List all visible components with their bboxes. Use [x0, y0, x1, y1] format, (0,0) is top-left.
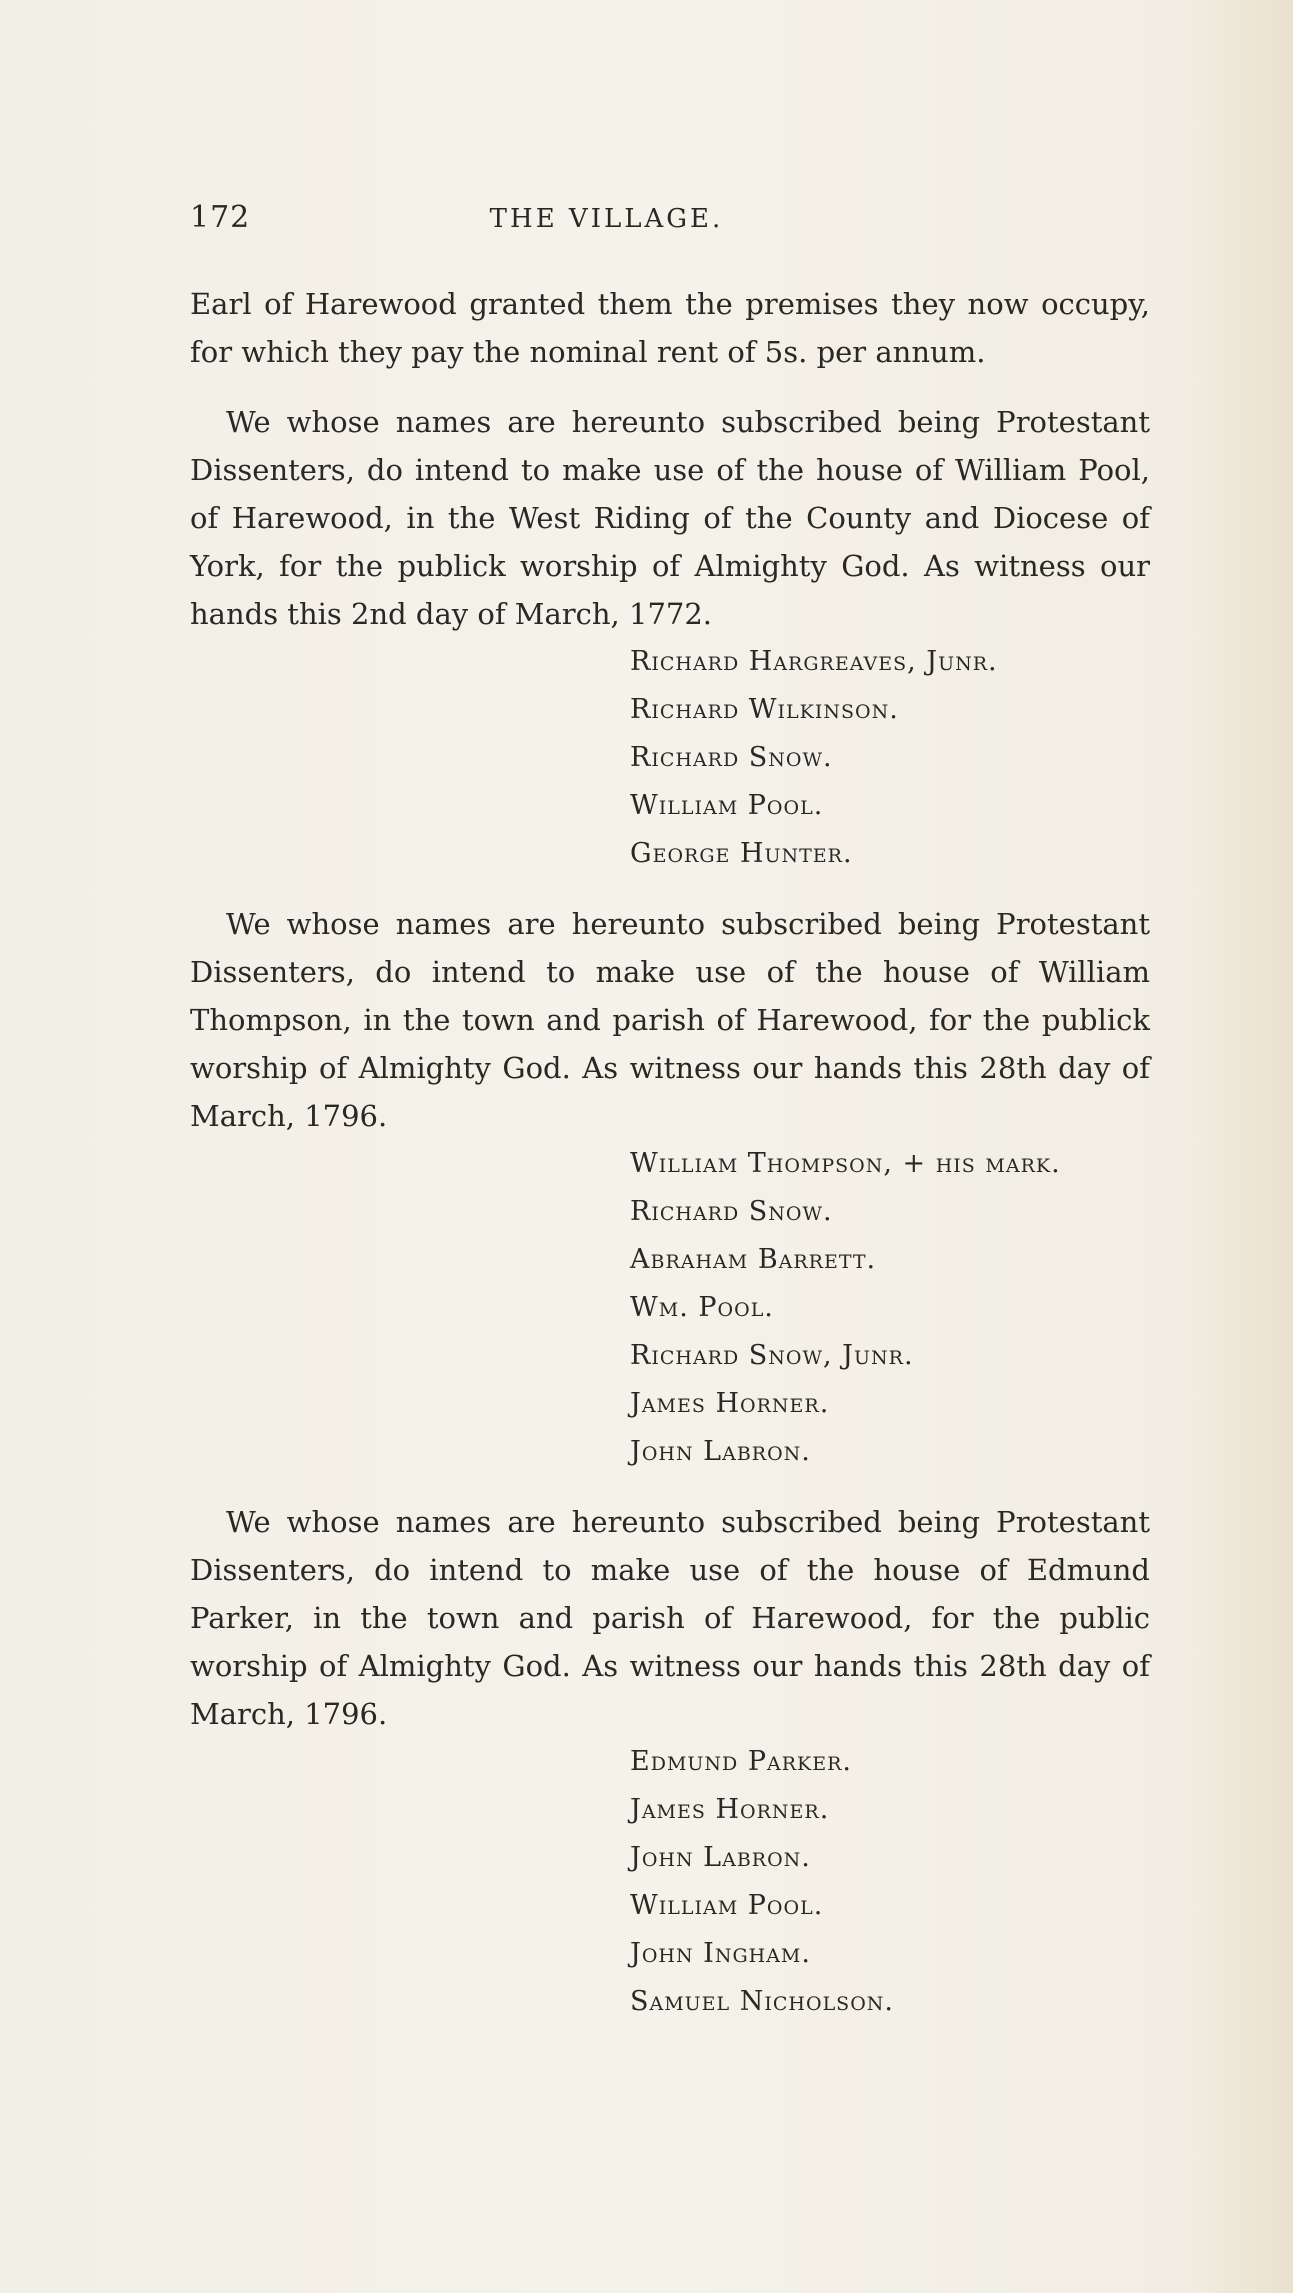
signature: John Ingham. [630, 1938, 811, 1969]
signature: James Horner. [630, 1388, 830, 1419]
page-header [190, 200, 1143, 240]
signature: Abraham Barrett. [630, 1244, 877, 1275]
signature: John Labron. [630, 1436, 811, 1467]
paragraph-continuation: Earl of Harewood granted them the premises they now occupy, for which they pay the nominal rent of 5s. per annum. [190, 287, 1150, 369]
page-number: 172 [190, 200, 251, 235]
signature: George Hunter. [630, 838, 853, 869]
declaration-1772 [190, 398, 1150, 878]
signature: Richard Snow. [630, 742, 833, 773]
declaration-1796-thompson [190, 900, 1150, 1476]
signature: Richard Snow. [630, 1196, 833, 1227]
signature: James Horner. [630, 1794, 830, 1825]
signature-list [190, 1140, 1150, 1476]
signature: Richard Snow, Junr. [630, 1340, 914, 1371]
signature: Richard Hargreaves, Junr. [630, 646, 998, 677]
signature-list [190, 638, 1150, 878]
signature: William Pool. [630, 790, 824, 821]
signature: Wm. Pool. [630, 1292, 774, 1323]
declaration-text: We whose names are hereunto subscribed being Protestant Dissenters, do intend to make use of the house of William Pool, of Harewood, in the West Riding of the County and Diocese of York, for the publick worship of Almighty God. As witness our hands this 2nd day of March, 1772. [190, 405, 1150, 631]
page-body [190, 280, 1150, 2048]
signature-list [190, 1738, 1150, 2026]
signature: John Labron. [630, 1842, 811, 1873]
signature: William Thompson, + his mark. [630, 1148, 1061, 1179]
declaration-text: We whose names are hereunto subscribed being Protestant Dissenters, do intend to make use of the house of Edmund Parker, in the town and parish of Harewood, for the public worship of Almighty God. As witness our hands this 28th day of March, 1796. [190, 1505, 1150, 1731]
signature: Richard Wilkinson. [630, 694, 899, 725]
signature: William Pool. [630, 1890, 824, 1921]
signature: Samuel Nicholson. [630, 1986, 894, 2017]
running-head: THE VILLAGE. [489, 204, 724, 234]
declaration-text: We whose names are hereunto subscribed being Protestant Dissenters, do intend to make use of the house of William Thompson, in the town and parish of Harewood, for the publick worship of Almighty God. As witness our hands this 28th day of March, 1796. [190, 907, 1150, 1133]
declaration-1796-parker [190, 1498, 1150, 2026]
signature: Edmund Parker. [630, 1746, 852, 1777]
